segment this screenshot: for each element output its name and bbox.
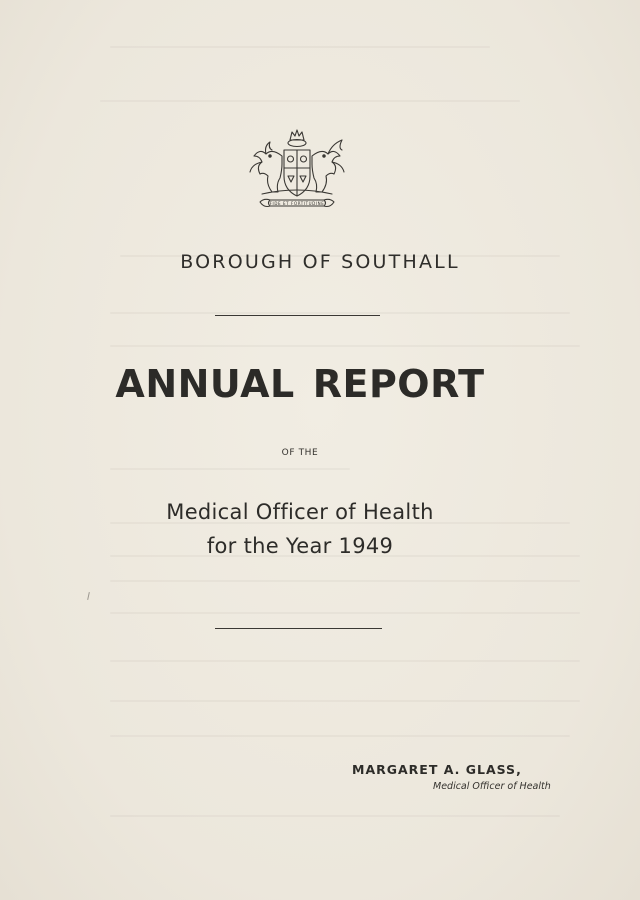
divider-rule bbox=[215, 315, 380, 316]
show-through-line bbox=[110, 735, 570, 737]
borough-heading: BOROUGH OF SOUTHALL bbox=[180, 251, 460, 273]
show-through-line bbox=[110, 700, 580, 702]
of-the-label: OF THE bbox=[281, 448, 319, 458]
title-word: ANNUAL bbox=[115, 362, 295, 406]
show-through-line bbox=[110, 468, 350, 470]
show-through-line bbox=[110, 660, 580, 662]
show-through-line bbox=[110, 815, 560, 817]
report-title bbox=[0, 362, 600, 406]
show-through-line bbox=[110, 46, 490, 48]
signatory-name: MARGARET A. GLASS, bbox=[352, 762, 522, 777]
title-word: REPORT bbox=[312, 362, 485, 406]
subtitle-line: Medical Officer of Health bbox=[166, 500, 434, 524]
show-through-line bbox=[110, 612, 580, 614]
coat-of-arms-icon bbox=[246, 126, 348, 214]
divider-rule bbox=[215, 628, 382, 629]
show-through-line bbox=[110, 345, 580, 347]
show-through-line bbox=[110, 312, 570, 314]
show-through-line bbox=[100, 100, 520, 102]
svg-text:FIDE ET FORTITUDINE: FIDE ET FORTITUDINE bbox=[269, 201, 325, 206]
subtitle-line: for the Year 1949 bbox=[206, 534, 394, 558]
paper-mark bbox=[87, 592, 90, 600]
signatory-title: Medical Officer of Health bbox=[433, 781, 551, 792]
show-through-line bbox=[110, 580, 580, 582]
